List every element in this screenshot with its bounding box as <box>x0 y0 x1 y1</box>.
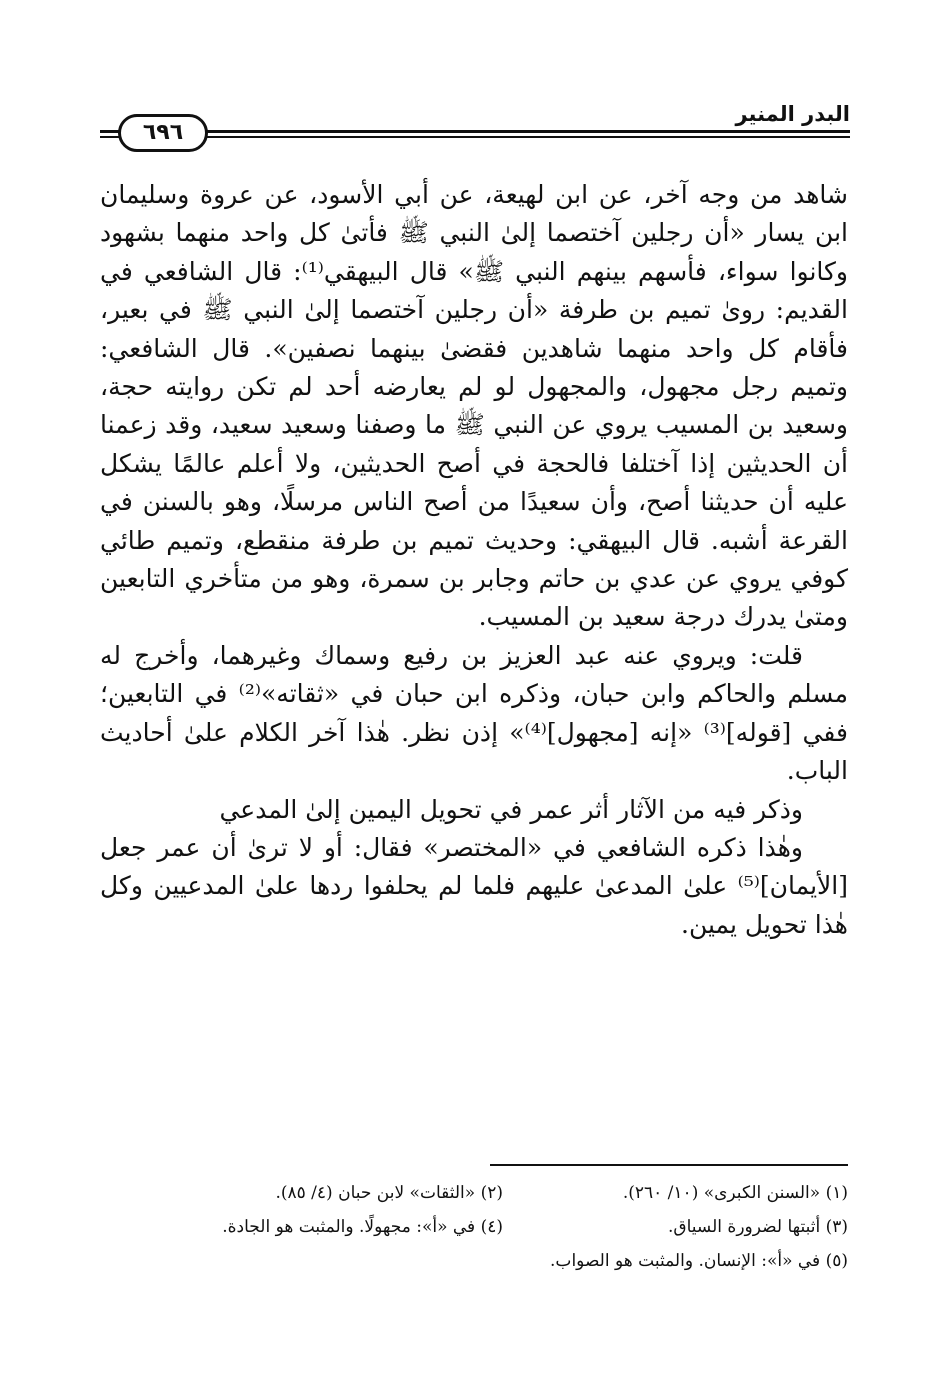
footnote-5: (٥) في «أ»: الإنسان. والمثبت هو الصواب. <box>550 1251 848 1271</box>
footnote-3: (٣) أثبتها لضرورة السياق. <box>668 1217 848 1237</box>
paragraph-1: شاهد من وجه آخر، عن ابن لهيعة، عن أبي الأسود، عن عروة وسليمان ابن يسار «أن رجلين آختصما إلىٰ النبي ﷺ فأتىٰ كل واحد منهما بشهود وكانوا سواء، فأسهم بينهم النبي ﷺ» قال البيهقي⁽¹⁾: قال الشافعي في القديم: روىٰ تميم بن طرفة «أن رجلين آختصما إلىٰ النبي ﷺ في بعير، فأقام كل واحد منهما شاهدين فقضىٰ بينهما نصفين». قال الشافعي: وتميم رجل مجهول، والمجهول لو لم يعارضه أحد لم تكن روايته حجة، وسعيد بن المسيب يروي عن النبي ﷺ ما وصفنا وسعيد سعيد، وقد زعمنا أن الحديثين إذا آختلفا فالحجة في أصح الحديثين، ولا أعلم عالمًا يشكل عليه أن حديثنا أصح، وأن سعيدًا من أصح الناس مرسلًا، وهو بالسنن في القرعة أشبه. قال البيهقي: وحديث تميم بن طرفة منقطع، وتميم طائي كوفي يروي عن عدي بن حاتم وجابر بن سمرة، وهو من متأخري التابعين ومتىٰ يدرك درجة سعيد بن المسيب. <box>100 180 848 632</box>
header-rule-thick <box>100 130 850 133</box>
running-header <box>100 100 850 160</box>
header-rule-thin <box>100 136 850 138</box>
footnote-1: (١) «السنن الكبرى» (١٠/ ٢٦٠). <box>622 1183 848 1203</box>
paragraph-2: قلت: ويروي عنه عبد العزيز بن رفيع وسماك وغيرهما، وأخرج له مسلم والحاكم وابن حبان، وذكره ابن حبان في «ثقاته»⁽²⁾ في التابعين؛ ففي [قوله]⁽³⁾ «إنه [مجهول]⁽⁴⁾» إذن نظر. هٰذا آخر الكلام علىٰ أحاديث الباب. <box>100 640 848 786</box>
footnote-4: (٤) في «أ»: مجهولًا. والمثبت هو الجادة. <box>222 1217 503 1237</box>
page-number: ٦٩٦ <box>118 114 208 152</box>
footnote-2: (٢) «الثقات» لابن حبان (٤/ ٨٥). <box>275 1183 503 1203</box>
paragraph-4: وهٰذا ذكره الشافعي في «المختصر» فقال: أو لا ترىٰ أن عمر جعل [الأيمان]⁽⁵⁾ علىٰ المدعىٰ عليهم فلما لم يحلفوا ردها علىٰ المدعيين وكل هٰذا تحويل يمين. <box>100 832 848 939</box>
footnotes <box>100 1176 848 1278</box>
footnote-separator <box>490 1164 848 1166</box>
footnote-row <box>100 1210 848 1244</box>
footnote-row <box>100 1176 848 1210</box>
paragraph-3: وذكر فيه من الآثار أثر عمر في تحويل اليمين إلىٰ المدعي <box>219 794 803 824</box>
main-text <box>100 176 848 944</box>
book-title: البدر المنير <box>735 102 850 126</box>
footnote-row <box>100 1244 848 1278</box>
